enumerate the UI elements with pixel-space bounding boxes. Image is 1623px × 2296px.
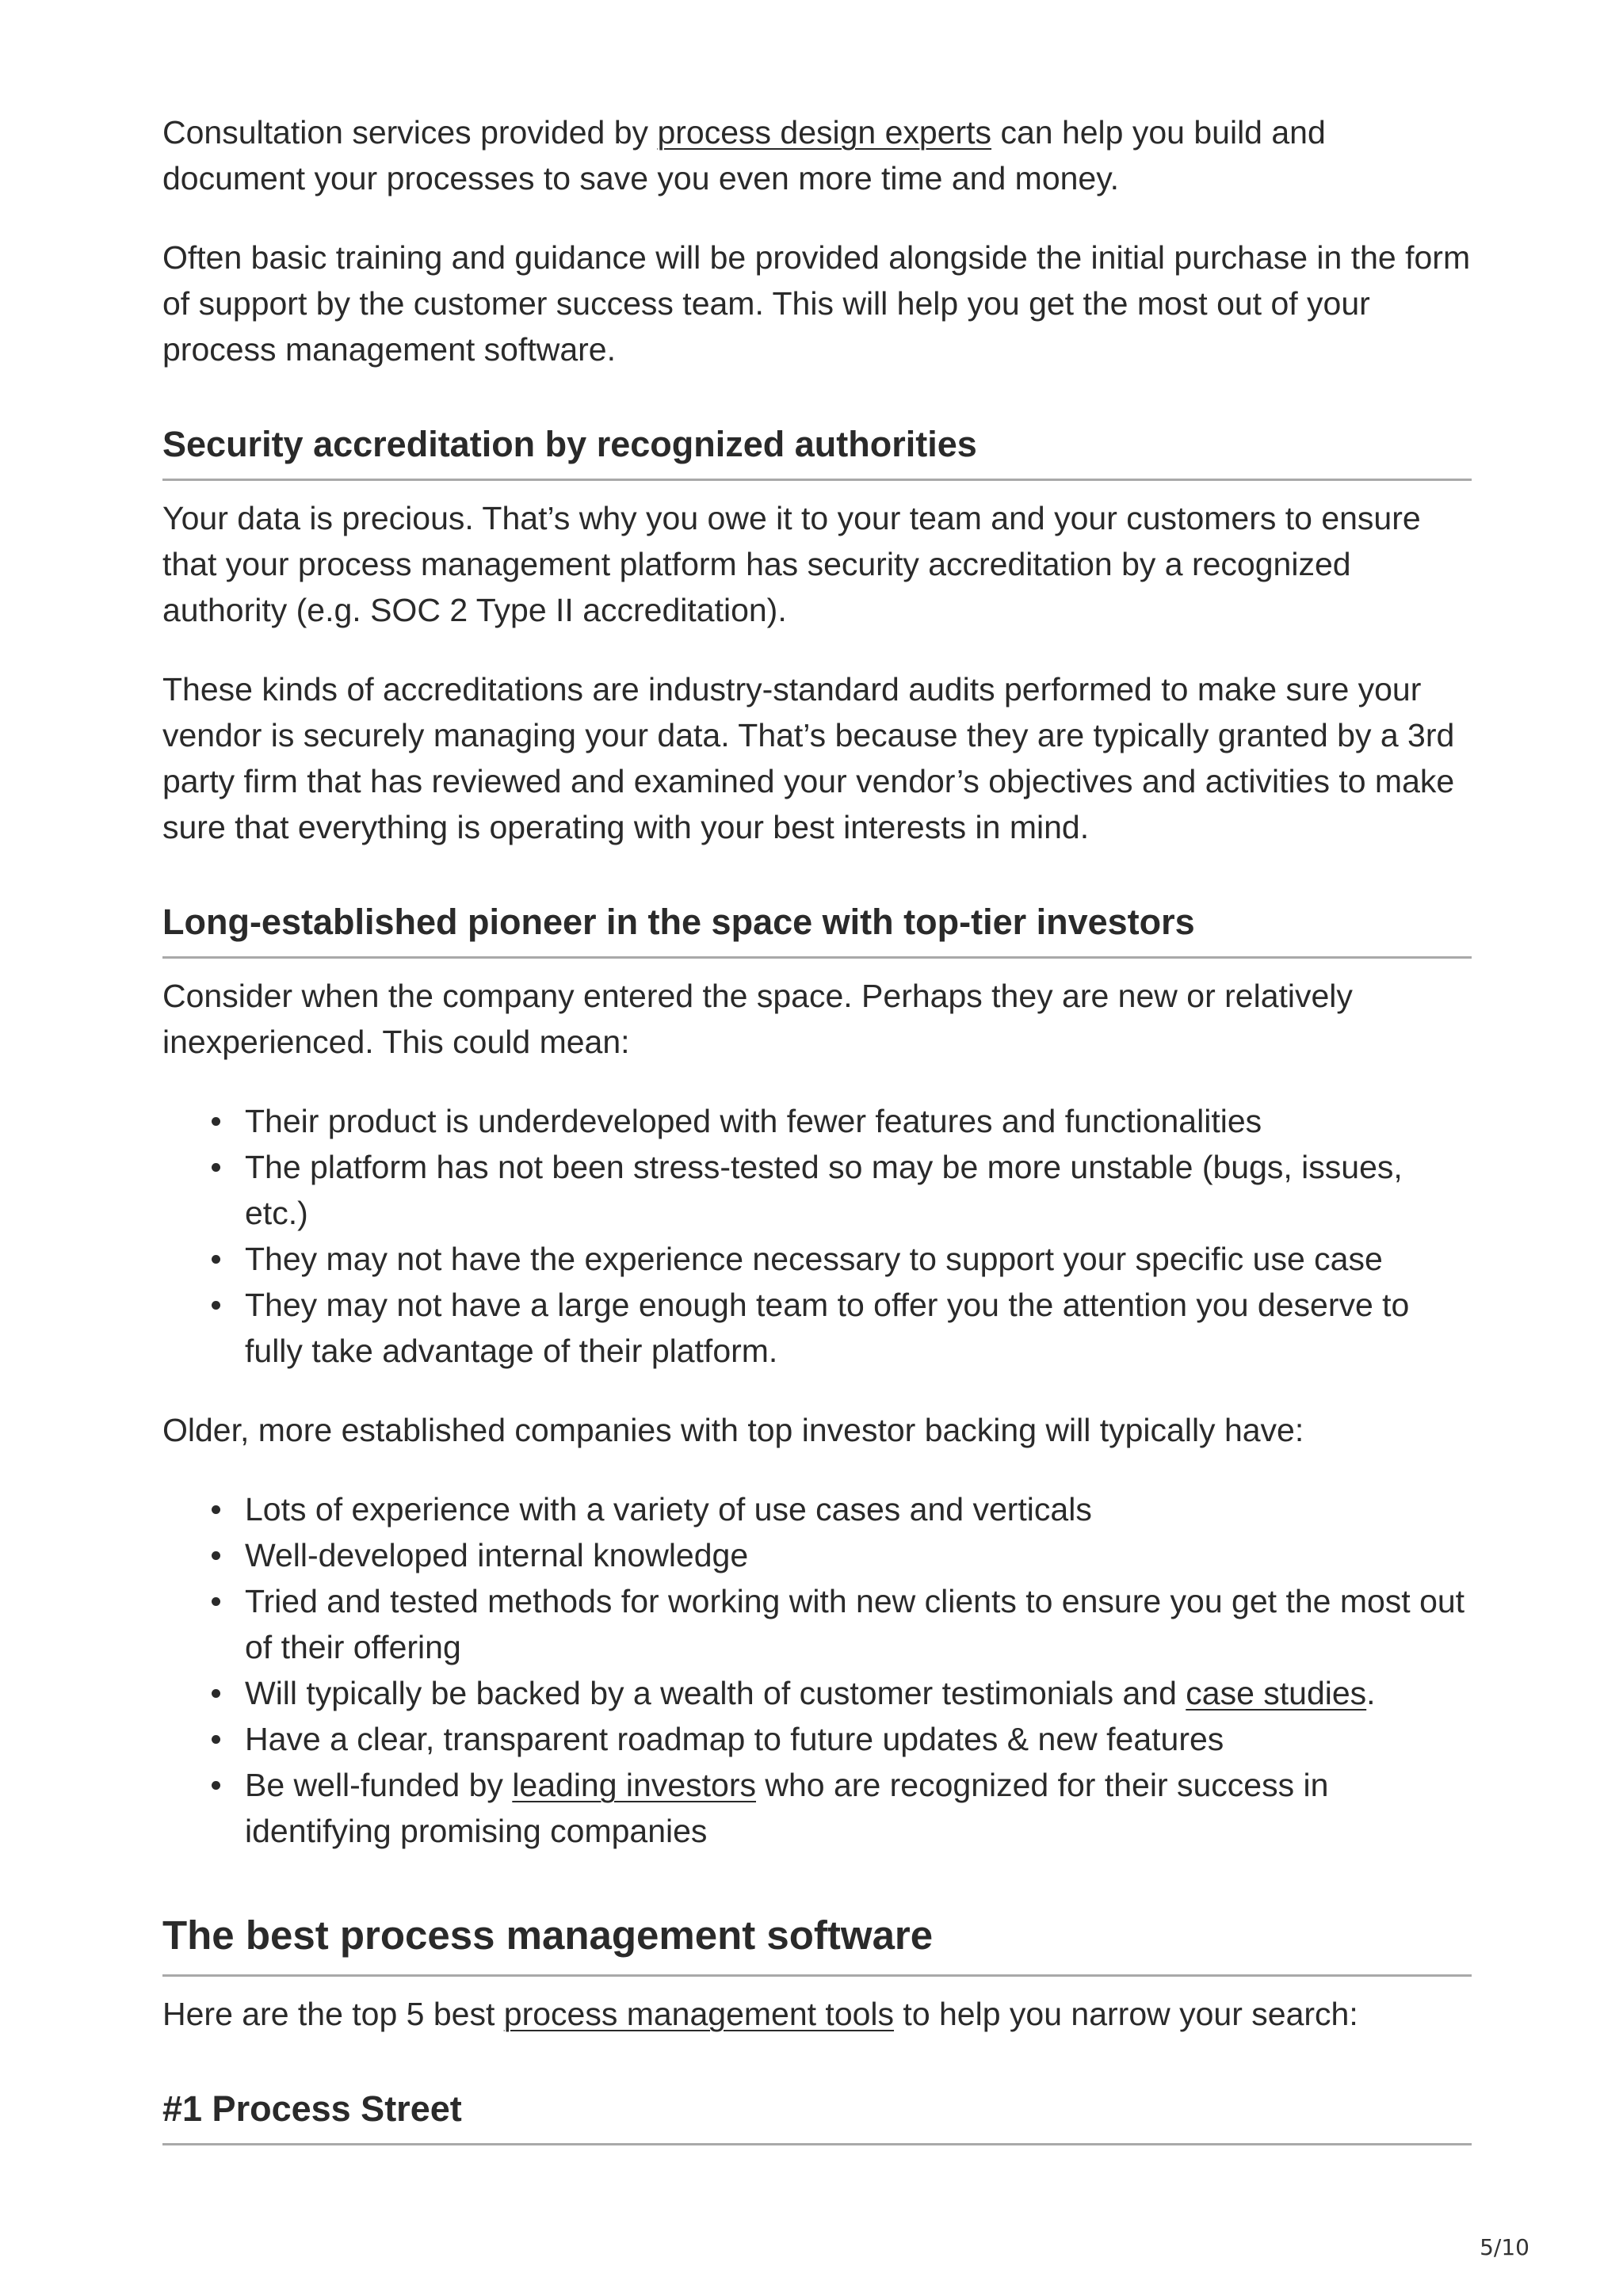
list-item: The platform has not been stress-tested so may be more unstable (bugs, issues, etc.) xyxy=(245,1144,1472,1236)
intro-p1-after: can help you build and document your processes to save you even more time and money. xyxy=(162,114,1326,196)
intro-p1-before: Consultation services provided by xyxy=(162,114,658,151)
list-item: Well-developed internal knowledge xyxy=(245,1532,1472,1578)
list-item xyxy=(245,1762,1472,1854)
list-item: They may not have the experience necessary to support your specific use case xyxy=(245,1236,1472,1282)
process-design-experts-link[interactable]: process design experts xyxy=(657,114,992,151)
page-number: 5/10 xyxy=(1480,2234,1529,2260)
list-item: Their product is underdeveloped with fewer features and functionalities xyxy=(245,1098,1472,1144)
intro-paragraph-1 xyxy=(162,109,1472,201)
best-software-heading: The best process management software xyxy=(162,1911,1472,1977)
process-management-tools-link[interactable]: process management tools xyxy=(503,1996,895,2032)
list-item: They may not have a large enough team to offer you the attention you deserve to fully take advantage of their platform. xyxy=(245,1282,1472,1374)
best-p-after: to help you narrow your search: xyxy=(894,1996,1358,2032)
document-page xyxy=(162,109,1472,2160)
list-item: Tried and tested methods for working with new clients to ensure you get the most out of their offering xyxy=(245,1578,1472,1670)
benefits-list xyxy=(162,1486,1472,1854)
pioneer-paragraph-1: Consider when the company entered the space. Perhaps they are new or relatively inexperienced. This could mean: xyxy=(162,978,1353,1060)
pioneer-paragraph-2: Older, more established companies with top investor backing will typically have: xyxy=(162,1412,1304,1448)
leading-investors-link[interactable]: leading investors xyxy=(512,1767,756,1803)
list-item xyxy=(245,1670,1472,1716)
security-heading: Security accreditation by recognized authorities xyxy=(162,421,1472,481)
process-street-heading: #1 Process Street xyxy=(162,2086,1472,2145)
risks-list xyxy=(162,1098,1472,1374)
list-item: Lots of experience with a variety of use cases and verticals xyxy=(245,1486,1472,1532)
security-paragraph-1: Your data is precious. That’s why you owe it to your team and your customers to ensure that your process management platform has security accreditation by a recognized authority (e.g. SOC 2 Type II accreditation). xyxy=(162,500,1421,628)
pioneer-heading: Long-established pioneer in the space with top-tier investors xyxy=(162,899,1472,959)
benefit-6-before: Be well-funded by xyxy=(245,1767,513,1803)
best-p-before: Here are the top 5 best xyxy=(162,1996,504,2032)
benefit-4-before: Will typically be backed by a wealth of customer testimonials and xyxy=(245,1675,1186,1711)
benefit-6-after: who are recognized for their success in identifying promising companies xyxy=(245,1767,1329,1849)
benefit-4-after: . xyxy=(1366,1675,1376,1711)
case-studies-link[interactable]: case studies xyxy=(1186,1675,1367,1711)
list-item: Have a clear, transparent roadmap to future updates & new features xyxy=(245,1716,1472,1762)
best-software-paragraph xyxy=(162,1991,1472,2037)
security-paragraph-2: These kinds of accreditations are industry-standard audits performed to make sure your vendor is securely managing your data. That’s because they are typically granted by a 3rd party firm that has reviewed and examined your vendor’s objectives and activities to make sure that everything is operating with your best interests in mind. xyxy=(162,671,1455,845)
intro-paragraph-2: Often basic training and guidance will be provided alongside the initial purchase in the form of support by the customer success team. This will help you get the most out of your process management software. xyxy=(162,239,1471,368)
